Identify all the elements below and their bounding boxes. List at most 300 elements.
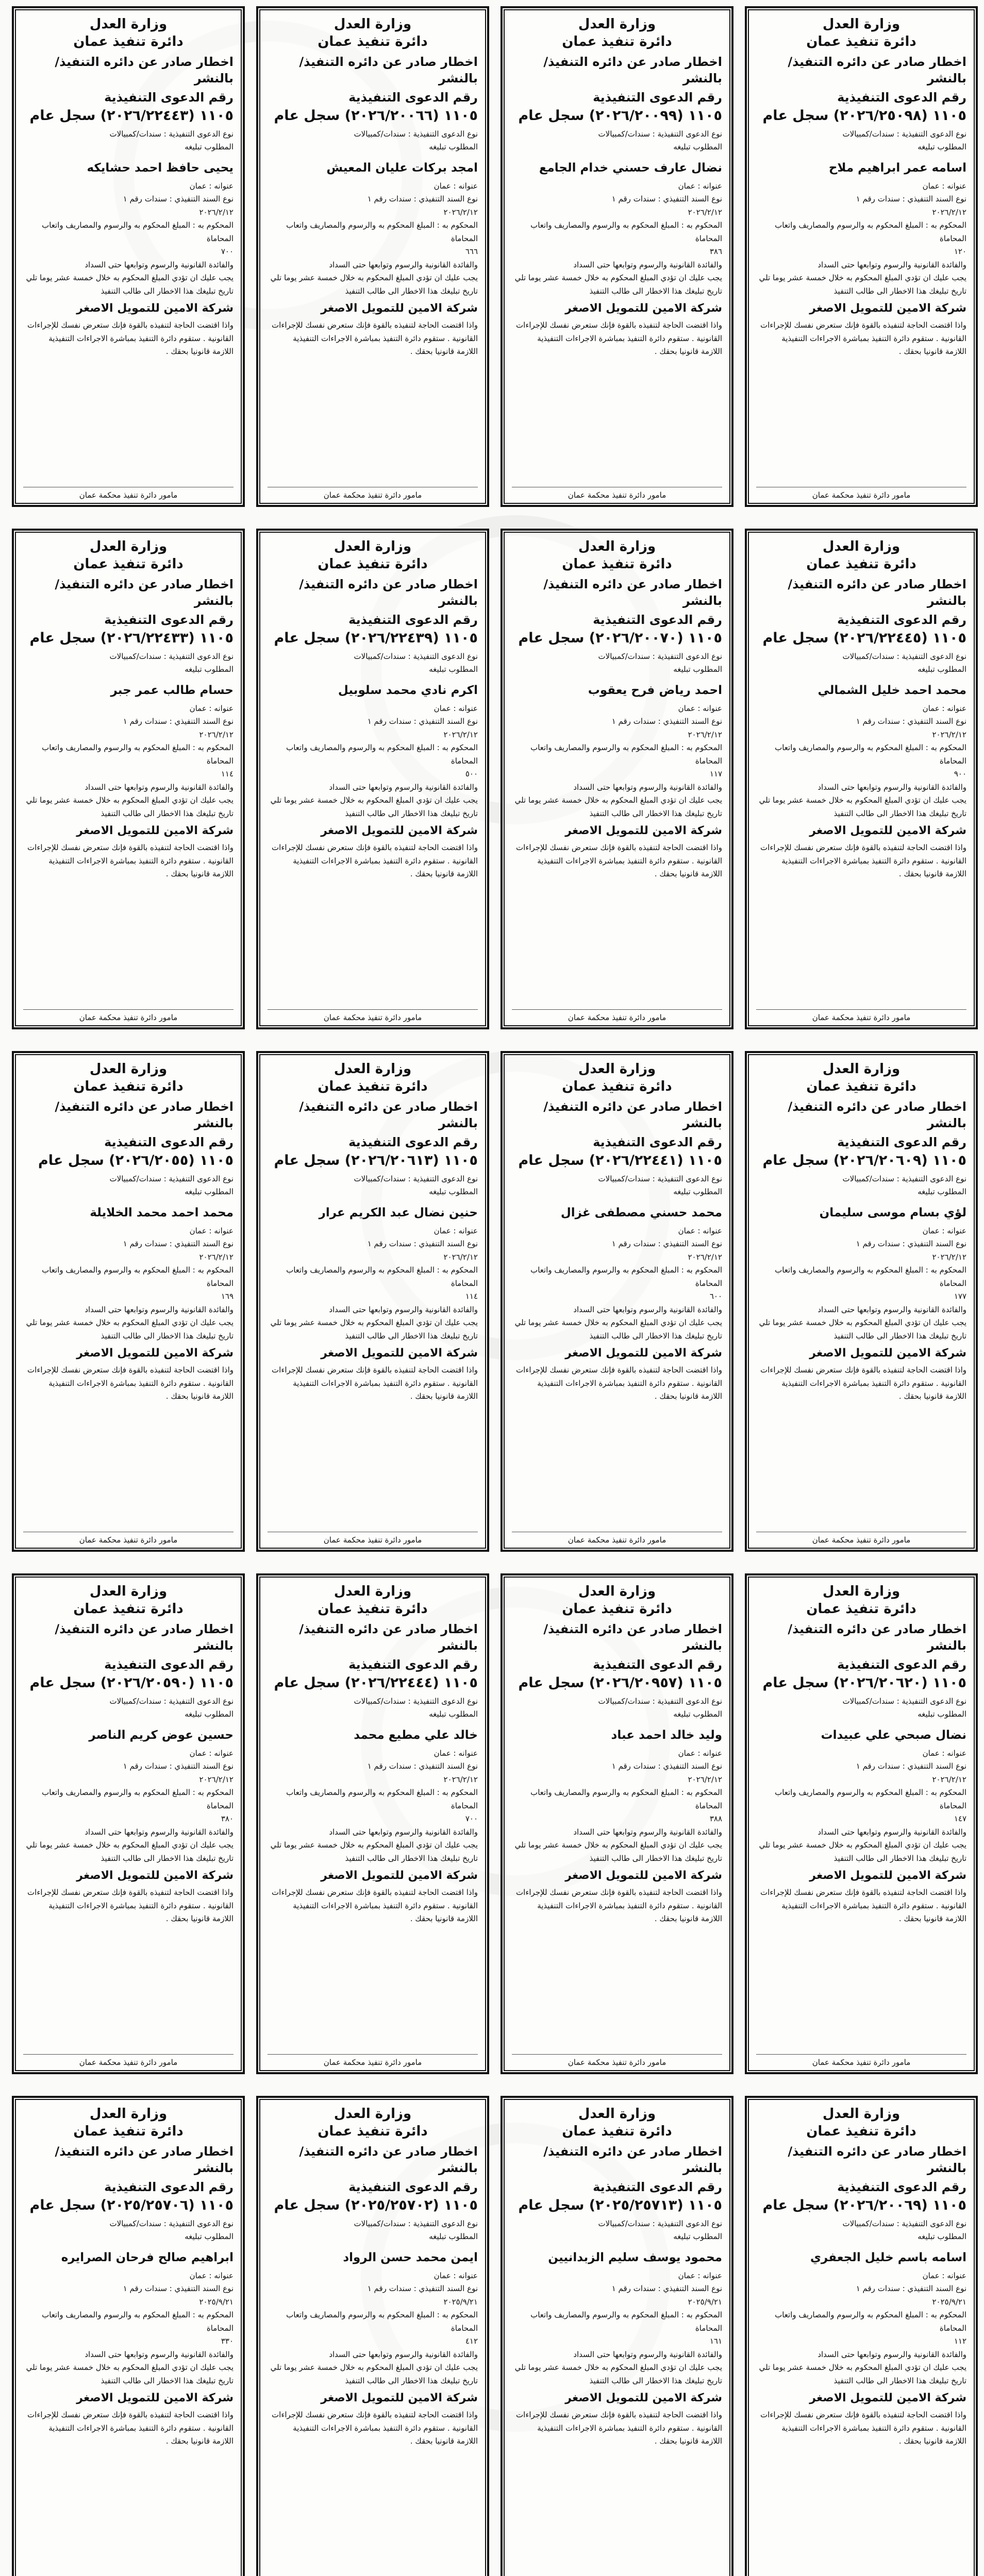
notice-title: اخطار صادر عن دائره التنفيذ/ بالنشر [299, 55, 478, 86]
debtor-name: لؤي بسام موسى سليمان [819, 1206, 966, 1219]
legal-line-2: اللازمة قانونيا بحقك . [410, 1914, 478, 1924]
case-number-label: رقم الدعوى التنفيذية [104, 612, 234, 627]
document-date: ٢٠٢٦/٢/١٢ [932, 1774, 966, 1784]
document-date: ٢٠٢٦/٢/١٢ [199, 207, 234, 217]
warning-line: واذا اقتضت الحاجة لتنفيذه بالقوة فإنك ستعرض نفسك للإجراءات [760, 1888, 966, 1897]
notify-line: تاريخ تبليغك هذا الاخطار الى طالب التنفيذ [345, 808, 478, 818]
warning-line: واذا اقتضت الحاجة لتنفيذه بالقوة فإنك ستعرض نفسك للإجراءات [272, 320, 478, 330]
judgment-amount: ٧٠٠ [221, 247, 234, 257]
creditor-company: شركة الامين للتمويل الاصغر [809, 1869, 966, 1883]
notice-title: اخطار صادر عن دائره التنفيذ/ بالنشر [788, 1622, 966, 1653]
debtor-label: المطلوب تبليغه [185, 1187, 234, 1197]
case-type: نوع الدعوى التنفيذية : سندات/كمبيالات [354, 129, 478, 139]
interest-line: والفائدة القانونية والرسوم وتوابعها حتى السداد [818, 1827, 966, 1837]
document-date: ٢٠٢٦/٢/١٢ [443, 1774, 478, 1784]
notice-card [501, 1573, 733, 2074]
notify-line: تاريخ تبليغك هذا الاخطار الى طالب التنفيذ [345, 2376, 478, 2385]
notice-card [256, 1051, 489, 1552]
debtor-label: المطلوب تبليغه [185, 1709, 234, 1719]
notice-footer: مامور دائرة تنفيذ محكمة عمان [23, 487, 234, 500]
document-date: ٢٠٢٦/٢/١٢ [688, 1252, 722, 1262]
case-type: نوع الدعوى التنفيذية : سندات/كمبيالات [598, 129, 722, 139]
debtor-label: المطلوب تبليغه [918, 665, 966, 674]
legal-line: القانونية . ستقوم دائرة التنفيذ بمباشرة الاجراءات التنفيذية [293, 1901, 478, 1910]
document-line: نوع السند التنفيذي : سندات رقم ١ [367, 2284, 478, 2294]
request-line: يجب عليك ان تؤدي المبلغ المحكوم به خلال خمسة عشر يوما تلي [759, 1840, 966, 1850]
warning-line: واذا اقتضت الحاجة لتنفيذه بالقوة فإنك ستعرض نفسك للإجراءات [516, 2410, 722, 2420]
case-number-label: رقم الدعوى التنفيذية [837, 612, 966, 627]
request-line: يجب عليك ان تؤدي المبلغ المحكوم به خلال خمسة عشر يوما تلي [26, 2363, 234, 2372]
department-heading: دائرة تنفيذ عمان [562, 2124, 672, 2139]
notice-card [12, 1051, 245, 1552]
notice-title: اخطار صادر عن دائره التنفيذ/ بالنشر [299, 577, 478, 608]
judgment-amount: ١٢٠ [954, 247, 966, 257]
ministry-heading: وزارة العدل [89, 2106, 168, 2122]
debtor-address: عنوانه : عمان [433, 1226, 478, 1235]
case-number-label: رقم الدعوى التنفيذية [593, 612, 722, 627]
notify-line: تاريخ تبليغك هذا الاخطار الى طالب التنفيذ [589, 1331, 722, 1341]
notice-footer: مامور دائرة تنفيذ محكمة عمان [268, 1532, 478, 1545]
document-line: نوع السند التنفيذي : سندات رقم ١ [856, 1761, 966, 1771]
debtor-label: المطلوب تبليغه [185, 2232, 234, 2242]
warning-line: واذا اقتضت الحاجة لتنفيذه بالقوة فإنك ستعرض نفسك للإجراءات [272, 843, 478, 853]
notice-card [12, 6, 245, 507]
legal-line-2: اللازمة قانونيا بحقك . [654, 869, 722, 879]
document-date: ٢٠٢٦/٢/١٢ [443, 1252, 478, 1262]
request-line: يجب عليك ان تؤدي المبلغ المحكوم به خلال خمسة عشر يوما تلي [270, 1840, 478, 1850]
department-heading: دائرة تنفيذ عمان [806, 34, 916, 49]
creditor-company: شركة الامين للتمويل الاصغر [321, 1869, 478, 1883]
ministry-heading: وزارة العدل [89, 1584, 168, 1599]
notify-line: تاريخ تبليغك هذا الاخطار الى طالب التنفيذ [589, 286, 722, 296]
legal-line-2: اللازمة قانونيا بحقك . [898, 347, 966, 357]
warning-line: واذا اقتضت الحاجة لتنفيذه بالقوة فإنك ستعرض نفسك للإجراءات [27, 320, 234, 330]
creditor-company: شركة الامين للتمويل الاصغر [76, 1347, 234, 1360]
interest-line: والفائدة القانونية والرسوم وتوابعها حتى السداد [329, 2349, 478, 2359]
warning-line: واذا اقتضت الحاجة لتنفيذه بالقوة فإنك ستعرض نفسك للإجراءات [272, 1888, 478, 1897]
department-heading: دائرة تنفيذ عمان [562, 1079, 672, 1094]
debtor-name: محمد احمد خليل الشمالي [818, 683, 966, 697]
request-line: يجب عليك ان تؤدي المبلغ المحكوم به خلال خمسة عشر يوما تلي [759, 1318, 966, 1328]
notice-card [501, 1051, 733, 1552]
notice-title: اخطار صادر عن دائره التنفيذ/ بالنشر [55, 1099, 234, 1131]
judgment-line: المحكوم به : المبلغ المحكوم به والرسوم والمصاريف واتعاب المحاماة [286, 743, 478, 766]
case-number-label: رقم الدعوى التنفيذية [104, 1657, 234, 1672]
judgment-line: المحكوم به : المبلغ المحكوم به والرسوم والمصاريف واتعاب المحاماة [775, 221, 966, 243]
case-number: ١١٠٥ (٢٠٢٥/٢٥٧٠٦) سجل عام [29, 2197, 234, 2213]
debtor-label: المطلوب تبليغه [673, 1187, 722, 1197]
debtor-label: المطلوب تبليغه [918, 1187, 966, 1197]
ministry-heading: وزارة العدل [822, 2106, 900, 2122]
case-number: ١١٠٥ (٢٠٢٥/٢٥٧١٣) سجل عام [518, 2197, 722, 2213]
ministry-heading: وزارة العدل [89, 16, 168, 32]
case-type: نوع الدعوى التنفيذية : سندات/كمبيالات [354, 651, 478, 661]
case-number: ١١٠٥ (٢٠٢٦/٢٢٤٤١) سجل عام [518, 1152, 722, 1168]
judgment-line: المحكوم به : المبلغ المحكوم به والرسوم والمصاريف واتعاب المحاماة [775, 1788, 966, 1810]
debtor-label: المطلوب تبليغه [673, 665, 722, 674]
debtor-address: عنوانه : عمان [189, 1748, 234, 1758]
ministry-heading: وزارة العدل [89, 1061, 168, 1077]
request-line: يجب عليك ان تؤدي المبلغ المحكوم به خلال خمسة عشر يوما تلي [26, 273, 234, 283]
interest-line: والفائدة القانونية والرسوم وتوابعها حتى السداد [573, 1304, 722, 1314]
case-number: ١١٠٥ (٢٠٢٦/٢٠٠٧٠) سجل عام [518, 630, 722, 646]
legal-line: القانونية . ستقوم دائرة التنفيذ بمباشرة الاجراءات التنفيذية [293, 856, 478, 866]
ministry-heading: وزارة العدل [333, 1584, 412, 1599]
notify-line: تاريخ تبليغك هذا الاخطار الى طالب التنفيذ [589, 2376, 722, 2385]
debtor-label: المطلوب تبليغه [185, 665, 234, 674]
case-number: ١١٠٥ (٢٠٢٦/٢٠٠٦٦) سجل عام [274, 107, 478, 124]
interest-line: والفائدة القانونية والرسوم وتوابعها حتى السداد [329, 1304, 478, 1314]
notify-line: تاريخ تبليغك هذا الاخطار الى طالب التنفيذ [833, 1853, 966, 1863]
ministry-heading: وزارة العدل [578, 1061, 656, 1077]
case-type: نوع الدعوى التنفيذية : سندات/كمبيالات [598, 1174, 722, 1183]
request-line: يجب عليك ان تؤدي المبلغ المحكوم به خلال خمسة عشر يوما تلي [270, 1318, 478, 1328]
notice-footer: مامور دائرة تنفيذ محكمة عمان [512, 487, 722, 500]
judgment-amount: ٦٠٠ [709, 1292, 722, 1301]
debtor-name: نضال عارف حسني خدام الجامع [539, 161, 722, 175]
legal-line: القانونية . ستقوم دائرة التنفيذ بمباشرة الاجراءات التنفيذية [48, 1901, 234, 1910]
warning-line: واذا اقتضت الحاجة لتنفيذه بالقوة فإنك ستعرض نفسك للإجراءات [27, 1888, 234, 1897]
interest-line: والفائدة القانونية والرسوم وتوابعها حتى السداد [329, 1827, 478, 1837]
department-heading: دائرة تنفيذ عمان [806, 556, 916, 572]
judgment-line: المحكوم به : المبلغ المحكوم به والرسوم والمصاريف واتعاب المحاماة [530, 1265, 722, 1288]
debtor-name: محمد احمد محمد الخلايلة [90, 1206, 234, 1219]
notice-card [745, 2096, 978, 2576]
document-line: نوع السند التنفيذي : سندات رقم ١ [123, 1239, 234, 1249]
document-line: نوع السند التنفيذي : سندات رقم ١ [123, 1761, 234, 1771]
ministry-heading: وزارة العدل [333, 1061, 412, 1077]
debtor-address: عنوانه : عمان [678, 1748, 722, 1758]
warning-line: واذا اقتضت الحاجة لتنفيذه بالقوة فإنك ستعرض نفسك للإجراءات [27, 1365, 234, 1375]
case-type: نوع الدعوى التنفيذية : سندات/كمبيالات [842, 1174, 966, 1183]
case-number: ١١٠٥ (٢٠٢٦/٢٠٠٦٩) سجل عام [762, 2197, 966, 2213]
judgment-line: المحكوم به : المبلغ المحكوم به والرسوم والمصاريف واتعاب المحاماة [530, 2310, 722, 2333]
case-type: نوع الدعوى التنفيذية : سندات/كمبيالات [354, 1174, 478, 1183]
debtor-name: اسامه باسم خليل الجعفري [810, 2250, 966, 2264]
judgment-amount: ١١٧ [709, 769, 722, 779]
notice-title: اخطار صادر عن دائره التنفيذ/ بالنشر [543, 2144, 722, 2176]
case-number-label: رقم الدعوى التنفيذية [593, 1657, 722, 1672]
case-number-label: رقم الدعوى التنفيذية [837, 1134, 966, 1149]
debtor-label: المطلوب تبليغه [429, 142, 478, 152]
notify-line: تاريخ تبليغك هذا الاخطار الى طالب التنفيذ [833, 808, 966, 818]
debtor-address: عنوانه : عمان [922, 703, 966, 713]
interest-line: والفائدة القانونية والرسوم وتوابعها حتى السداد [573, 1827, 722, 1837]
case-type: نوع الدعوى التنفيذية : سندات/كمبيالات [109, 129, 234, 139]
notice-title: اخطار صادر عن دائره التنفيذ/ بالنشر [55, 55, 234, 86]
creditor-company: شركة الامين للتمويل الاصغر [76, 824, 234, 838]
case-number-label: رقم الدعوى التنفيذية [104, 2179, 234, 2194]
interest-line: والفائدة القانونية والرسوم وتوابعها حتى السداد [85, 782, 234, 792]
creditor-company: شركة الامين للتمويل الاصغر [76, 1869, 234, 1883]
notice-title: اخطار صادر عن دائره التنفيذ/ بالنشر [543, 577, 722, 608]
legal-line-2: اللازمة قانونيا بحقك . [410, 2436, 478, 2446]
ministry-heading: وزارة العدل [822, 16, 900, 32]
debtor-label: المطلوب تبليغه [429, 665, 478, 674]
department-heading: دائرة تنفيذ عمان [73, 1601, 184, 1617]
request-line: يجب عليك ان تؤدي المبلغ المحكوم به خلال خمسة عشر يوما تلي [270, 2363, 478, 2372]
creditor-company: شركة الامين للتمويل الاصغر [321, 1347, 478, 1360]
notice-title: اخطار صادر عن دائره التنفيذ/ بالنشر [788, 55, 966, 86]
notice-footer: مامور دائرة تنفيذ محكمة عمان [23, 2054, 234, 2067]
notice-footer: مامور دائرة تنفيذ محكمة عمان [756, 1532, 966, 1545]
debtor-label: المطلوب تبليغه [918, 1709, 966, 1719]
debtor-address: عنوانه : عمان [433, 703, 478, 713]
department-heading: دائرة تنفيذ عمان [562, 556, 672, 572]
department-heading: دائرة تنفيذ عمان [806, 1601, 916, 1617]
creditor-company: شركة الامين للتمويل الاصغر [565, 824, 722, 838]
case-number: ١١٠٥ (٢٠٢٦/٢٥٠٩٨) سجل عام [762, 107, 966, 124]
request-line: يجب عليك ان تؤدي المبلغ المحكوم به خلال خمسة عشر يوما تلي [514, 273, 722, 283]
case-number-label: رقم الدعوى التنفيذية [593, 2179, 722, 2194]
department-heading: دائرة تنفيذ عمان [806, 1079, 916, 1094]
legal-line-2: اللازمة قانونيا بحقك . [898, 1914, 966, 1924]
debtor-address: عنوانه : عمان [922, 2270, 966, 2280]
warning-line: واذا اقتضت الحاجة لتنفيذه بالقوة فإنك ستعرض نفسك للإجراءات [760, 320, 966, 330]
department-heading: دائرة تنفيذ عمان [73, 2124, 184, 2139]
document-line: نوع السند التنفيذي : سندات رقم ١ [123, 2284, 234, 2294]
legal-line: القانونية . ستقوم دائرة التنفيذ بمباشرة الاجراءات التنفيذية [781, 2423, 966, 2433]
notice-title: اخطار صادر عن دائره التنفيذ/ بالنشر [543, 1622, 722, 1653]
warning-line: واذا اقتضت الحاجة لتنفيذه بالقوة فإنك ستعرض نفسك للإجراءات [516, 320, 722, 330]
debtor-label: المطلوب تبليغه [918, 142, 966, 152]
case-type: نوع الدعوى التنفيذية : سندات/كمبيالات [354, 1696, 478, 1706]
legal-line-2: اللازمة قانونيا بحقك . [165, 347, 234, 357]
judgment-line: المحكوم به : المبلغ المحكوم به والرسوم والمصاريف واتعاب المحاماة [286, 2310, 478, 2333]
document-line: نوع السند التنفيذي : سندات رقم ١ [856, 194, 966, 204]
legal-line: القانونية . ستقوم دائرة التنفيذ بمباشرة الاجراءات التنفيذية [781, 333, 966, 343]
debtor-address: عنوانه : عمان [678, 1226, 722, 1235]
case-number: ١١٠٥ (٢٠٢٦/٢٢٤٤٣) سجل عام [29, 107, 234, 124]
case-number: ١١٠٥ (٢٠٢٦/٢٠٥٩٠) سجل عام [29, 1674, 234, 1691]
request-line: يجب عليك ان تؤدي المبلغ المحكوم به خلال خمسة عشر يوما تلي [759, 2363, 966, 2372]
legal-line-2: اللازمة قانونيا بحقك . [165, 869, 234, 879]
department-heading: دائرة تنفيذ عمان [73, 1079, 184, 1094]
debtor-label: المطلوب تبليغه [918, 2232, 966, 2242]
creditor-company: شركة الامين للتمويل الاصغر [321, 2392, 478, 2405]
judgment-amount: ٥٠٠ [465, 769, 478, 779]
judgment-line: المحكوم به : المبلغ المحكوم به والرسوم والمصاريف واتعاب المحاماة [42, 743, 234, 766]
document-date: ٢٠٢٦/٢/١٢ [199, 730, 234, 739]
warning-line: واذا اقتضت الحاجة لتنفيذه بالقوة فإنك ستعرض نفسك للإجراءات [272, 1365, 478, 1375]
case-number: ١١٠٥ (٢٠٢٦/٢٢٤٣٩) سجل عام [274, 630, 478, 646]
notice-footer: مامور دائرة تنفيذ محكمة عمان [23, 1532, 234, 1545]
department-heading: دائرة تنفيذ عمان [562, 1601, 672, 1617]
request-line: يجب عليك ان تؤدي المبلغ المحكوم به خلال خمسة عشر يوما تلي [26, 1840, 234, 1850]
case-number: ١١٠٥ (٢٠٢٦/٢٠٦١٣) سجل عام [274, 1152, 478, 1168]
debtor-address: عنوانه : عمان [678, 703, 722, 713]
case-number-label: رقم الدعوى التنفيذية [104, 90, 234, 105]
notify-line: تاريخ تبليغك هذا الاخطار الى طالب التنفيذ [101, 808, 234, 818]
case-type: نوع الدعوى التنفيذية : سندات/كمبيالات [842, 129, 966, 139]
document-line: نوع السند التنفيذي : سندات رقم ١ [856, 717, 966, 726]
legal-line-2: اللازمة قانونيا بحقك . [654, 1914, 722, 1924]
notice-card [256, 1573, 489, 2074]
legal-line: القانونية . ستقوم دائرة التنفيذ بمباشرة الاجراءات التنفيذية [781, 1901, 966, 1910]
judgment-line: المحكوم به : المبلغ المحكوم به والرسوم والمصاريف واتعاب المحاماة [775, 2310, 966, 2333]
document-line: نوع السند التنفيذي : سندات رقم ١ [123, 717, 234, 726]
warning-line: واذا اقتضت الحاجة لتنفيذه بالقوة فإنك ستعرض نفسك للإجراءات [27, 843, 234, 853]
case-number-label: رقم الدعوى التنفيذية [837, 2179, 966, 2194]
notify-line: تاريخ تبليغك هذا الاخطار الى طالب التنفيذ [345, 1331, 478, 1341]
case-number-label: رقم الدعوى التنفيذية [593, 90, 722, 105]
legal-line: القانونية . ستقوم دائرة التنفيذ بمباشرة الاجراءات التنفيذية [48, 856, 234, 866]
judgment-line: المحكوم به : المبلغ المحكوم به والرسوم والمصاريف واتعاب المحاماة [286, 1265, 478, 1288]
document-date: ٢٠٢٥/٩/٢١ [932, 2297, 966, 2307]
notice-card [256, 2096, 489, 2576]
document-line: نوع السند التنفيذي : سندات رقم ١ [611, 1239, 722, 1249]
request-line: يجب عليك ان تؤدي المبلغ المحكوم به خلال خمسة عشر يوما تلي [514, 2363, 722, 2372]
legal-line-2: اللازمة قانونيا بحقك . [165, 1914, 234, 1924]
case-type: نوع الدعوى التنفيذية : سندات/كمبيالات [598, 1696, 722, 1706]
notify-line: تاريخ تبليغك هذا الاخطار الى طالب التنفيذ [833, 2376, 966, 2385]
legal-line: القانونية . ستقوم دائرة التنفيذ بمباشرة الاجراءات التنفيذية [48, 1378, 234, 1388]
judgment-amount: ٤١٢ [465, 2336, 478, 2346]
judgment-line: المحكوم به : المبلغ المحكوم به والرسوم والمصاريف واتعاب المحاماة [530, 743, 722, 766]
legal-line-2: اللازمة قانونيا بحقك . [898, 1392, 966, 1401]
notice-footer: مامور دائرة تنفيذ محكمة عمان [756, 1009, 966, 1022]
request-line: يجب عليك ان تؤدي المبلغ المحكوم به خلال خمسة عشر يوما تلي [514, 1318, 722, 1328]
document-date: ٢٠٢٦/٢/١٢ [199, 1252, 234, 1262]
debtor-address: عنوانه : عمان [189, 2270, 234, 2280]
case-number-label: رقم الدعوى التنفيذية [837, 90, 966, 105]
creditor-company: شركة الامين للتمويل الاصغر [809, 824, 966, 838]
debtor-address: عنوانه : عمان [922, 1226, 966, 1235]
notify-line: تاريخ تبليغك هذا الاخطار الى طالب التنفيذ [345, 286, 478, 296]
creditor-company: شركة الامين للتمويل الاصغر [321, 302, 478, 315]
debtor-label: المطلوب تبليغه [673, 2232, 722, 2242]
creditor-company: شركة الامين للتمويل الاصغر [809, 2392, 966, 2405]
legal-line-2: اللازمة قانونيا بحقك . [654, 347, 722, 357]
ministry-heading: وزارة العدل [822, 1061, 900, 1077]
notice-card [745, 1051, 978, 1552]
case-number-label: رقم الدعوى التنفيذية [348, 2179, 478, 2194]
department-heading: دائرة تنفيذ عمان [318, 34, 428, 49]
notice-title: اخطار صادر عن دائره التنفيذ/ بالنشر [788, 577, 966, 608]
case-number-label: رقم الدعوى التنفيذية [104, 1134, 234, 1149]
case-type: نوع الدعوى التنفيذية : سندات/كمبيالات [354, 2218, 478, 2228]
notify-line: تاريخ تبليغك هذا الاخطار الى طالب التنفيذ [589, 808, 722, 818]
document-date: ٢٠٢٥/٩/٢١ [443, 2297, 478, 2307]
debtor-name: محمد حسني مصطفى غزال [560, 1206, 722, 1219]
request-line: يجب عليك ان تؤدي المبلغ المحكوم به خلال خمسة عشر يوما تلي [759, 795, 966, 805]
debtor-name: خالد علي مطيع محمد [354, 1728, 478, 1742]
debtor-name: اكرم نادي محمد سلوبيل [338, 683, 478, 697]
document-line: نوع السند التنفيذي : سندات رقم ١ [611, 194, 722, 204]
case-number: ١١٠٥ (٢٠٢٦/٢٠٦٢٠) سجل عام [762, 1674, 966, 1691]
department-heading: دائرة تنفيذ عمان [318, 1079, 428, 1094]
debtor-address: عنوانه : عمان [433, 2270, 478, 2280]
document-date: ٢٠٢٦/٢/١٢ [443, 207, 478, 217]
legal-line: القانونية . ستقوم دائرة التنفيذ بمباشرة الاجراءات التنفيذية [537, 333, 722, 343]
judgment-amount: ١٧٧ [954, 1292, 966, 1301]
notice-card [745, 1573, 978, 2074]
legal-line-2: اللازمة قانونيا بحقك . [410, 1392, 478, 1401]
debtor-address: عنوانه : عمان [189, 181, 234, 191]
debtor-name: حسام طالب عمر جبر [110, 683, 234, 697]
notify-line: تاريخ تبليغك هذا الاخطار الى طالب التنفيذ [101, 1331, 234, 1341]
notify-line: تاريخ تبليغك هذا الاخطار الى طالب التنفيذ [589, 1853, 722, 1863]
notice-title: اخطار صادر عن دائره التنفيذ/ بالنشر [55, 1622, 234, 1653]
case-type: نوع الدعوى التنفيذية : سندات/كمبيالات [109, 2218, 234, 2228]
case-number: ١١٠٥ (٢٠٢٦/٢٠٩٥٧) سجل عام [518, 1674, 722, 1691]
judgment-line: المحكوم به : المبلغ المحكوم به والرسوم والمصاريف واتعاب المحاماة [42, 221, 234, 243]
notice-title: اخطار صادر عن دائره التنفيذ/ بالنشر [299, 1622, 478, 1653]
creditor-company: شركة الامين للتمويل الاصغر [76, 2392, 234, 2405]
department-heading: دائرة تنفيذ عمان [318, 2124, 428, 2139]
case-number: ١١٠٥ (٢٠٢٦/٢٢٤٤٤) سجل عام [274, 1674, 478, 1691]
judgment-line: المحكوم به : المبلغ المحكوم به والرسوم والمصاريف واتعاب المحاماة [286, 1788, 478, 1810]
debtor-address: عنوانه : عمان [922, 181, 966, 191]
ministry-heading: وزارة العدل [333, 2106, 412, 2122]
warning-line: واذا اقتضت الحاجة لتنفيذه بالقوة فإنك ستعرض نفسك للإجراءات [760, 843, 966, 853]
legal-line-2: اللازمة قانونيا بحقك . [165, 2436, 234, 2446]
debtor-label: المطلوب تبليغه [673, 1709, 722, 1719]
interest-line: والفائدة القانونية والرسوم وتوابعها حتى السداد [818, 1304, 966, 1314]
judgment-amount: ١٦١ [709, 2336, 722, 2346]
notice-footer: مامور دائرة تنفيذ محكمة عمان [512, 1009, 722, 1022]
legal-line-2: اللازمة قانونيا بحقك . [410, 869, 478, 879]
warning-line: واذا اقتضت الحاجة لتنفيذه بالقوة فإنك ستعرض نفسك للإجراءات [27, 2410, 234, 2420]
judgment-line: المحكوم به : المبلغ المحكوم به والرسوم والمصاريف واتعاب المحاماة [530, 221, 722, 243]
judgment-amount: ٣٨٨ [709, 1814, 722, 1824]
case-number: ١١٠٥ (٢٠٢٦/٢٢٤٣٣) سجل عام [29, 630, 234, 646]
case-number-label: رقم الدعوى التنفيذية [348, 1134, 478, 1149]
debtor-address: عنوانه : عمان [678, 181, 722, 191]
interest-line: والفائدة القانونية والرسوم وتوابعها حتى السداد [85, 1304, 234, 1314]
legal-line: القانونية . ستقوم دائرة التنفيذ بمباشرة الاجراءات التنفيذية [537, 1378, 722, 1388]
case-number: ١١٠٥ (٢٠٢٦/٢٢٤٤٥) سجل عام [762, 630, 966, 646]
document-line: نوع السند التنفيذي : سندات رقم ١ [367, 717, 478, 726]
debtor-name: محمود يوسف سليم الزبدانيين [548, 2250, 722, 2264]
creditor-company: شركة الامين للتمويل الاصغر [809, 1347, 966, 1360]
case-type: نوع الدعوى التنفيذية : سندات/كمبيالات [598, 2218, 722, 2228]
judgment-amount: ١١٤ [221, 769, 234, 779]
department-heading: دائرة تنفيذ عمان [73, 34, 184, 49]
notify-line: تاريخ تبليغك هذا الاخطار الى طالب التنفيذ [833, 1331, 966, 1341]
ministry-heading: وزارة العدل [89, 539, 168, 554]
debtor-label: المطلوب تبليغه [429, 1187, 478, 1197]
judgment-line: المحكوم به : المبلغ المحكوم به والرسوم والمصاريف واتعاب المحاماة [42, 1265, 234, 1288]
judgment-amount: ١١٤ [465, 1292, 478, 1301]
notify-line: تاريخ تبليغك هذا الاخطار الى طالب التنفيذ [101, 286, 234, 296]
legal-line: القانونية . ستقوم دائرة التنفيذ بمباشرة الاجراءات التنفيذية [537, 1901, 722, 1910]
debtor-label: المطلوب تبليغه [429, 1709, 478, 1719]
document-line: نوع السند التنفيذي : سندات رقم ١ [856, 1239, 966, 1249]
interest-line: والفائدة القانونية والرسوم وتوابعها حتى السداد [85, 1827, 234, 1837]
ministry-heading: وزارة العدل [333, 539, 412, 554]
creditor-company: شركة الامين للتمويل الاصغر [809, 302, 966, 315]
case-type: نوع الدعوى التنفيذية : سندات/كمبيالات [109, 651, 234, 661]
request-line: يجب عليك ان تؤدي المبلغ المحكوم به خلال خمسة عشر يوما تلي [514, 1840, 722, 1850]
notice-footer: مامور دائرة تنفيذ محكمة عمان [268, 1009, 478, 1022]
debtor-label: المطلوب تبليغه [185, 142, 234, 152]
debtor-label: المطلوب تبليغه [429, 2232, 478, 2242]
debtor-address: عنوانه : عمان [189, 703, 234, 713]
legal-line: القانونية . ستقوم دائرة التنفيذ بمباشرة الاجراءات التنفيذية [537, 856, 722, 866]
debtor-name: حنين نضال عبد الكريم عرار [319, 1206, 478, 1219]
notify-line: تاريخ تبليغك هذا الاخطار الى طالب التنفيذ [833, 286, 966, 296]
case-type: نوع الدعوى التنفيذية : سندات/كمبيالات [109, 1174, 234, 1183]
judgment-line: المحكوم به : المبلغ المحكوم به والرسوم والمصاريف واتعاب المحاماة [42, 1788, 234, 1810]
notice-card [745, 529, 978, 1029]
legal-line: القانونية . ستقوم دائرة التنفيذ بمباشرة الاجراءات التنفيذية [293, 2423, 478, 2433]
notice-card [256, 6, 489, 507]
judgment-line: المحكوم به : المبلغ المحكوم به والرسوم والمصاريف واتعاب المحاماة [775, 743, 966, 766]
request-line: يجب عليك ان تؤدي المبلغ المحكوم به خلال خمسة عشر يوما تلي [270, 273, 478, 283]
notice-title: اخطار صادر عن دائره التنفيذ/ بالنشر [299, 2144, 478, 2176]
judgment-amount: ١١٢ [954, 2336, 966, 2346]
